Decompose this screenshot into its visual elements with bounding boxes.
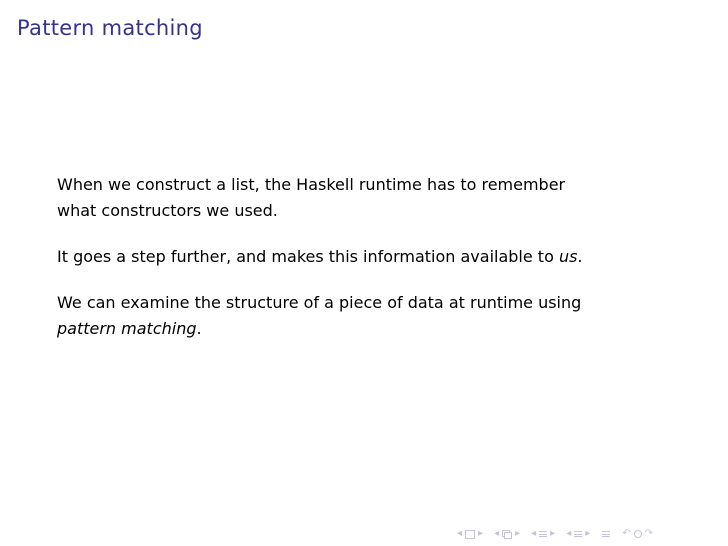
next-subsection-arrow-icon[interactable]: ▸ [515,528,521,539]
nav-document-group [565,527,591,541]
prev-frame-arrow-icon[interactable]: ◂ [457,528,463,539]
frame-icon[interactable] [465,530,475,539]
paragraph-2-text: It goes a step further, and makes this information available to [57,247,559,266]
back-icon[interactable]: ↶ [622,528,631,539]
paragraph-3 [57,290,697,342]
paragraph-2 [57,244,697,270]
prev-document-arrow-icon[interactable]: ◂ [566,528,572,539]
nav-search-group [621,527,654,541]
paragraph-2-suffix: . [577,247,583,266]
paragraph-1-line-2: what constructors we used. [57,201,278,220]
next-document-arrow-icon[interactable]: ▸ [585,528,591,539]
next-frame-arrow-icon[interactable]: ▸ [478,528,484,539]
beamer-navigation-bar [456,527,654,541]
nav-appendix-group [600,530,612,538]
prev-section-arrow-icon[interactable]: ◂ [531,528,537,539]
subsection-icon[interactable] [502,530,512,539]
paragraph-3-suffix: . [196,319,202,338]
slide-title: Pattern matching [17,16,203,40]
paragraph-3-emphasis: pattern matching [57,319,197,338]
document-section-lines-icon[interactable] [574,530,582,538]
forward-icon[interactable]: ↷ [644,528,654,539]
prev-subsection-arrow-icon[interactable]: ◂ [494,528,500,539]
paragraph-2-emphasis: us [558,247,578,266]
nav-frame-group [456,527,484,541]
next-section-arrow-icon[interactable]: ▸ [550,528,556,539]
appendix-lines-icon[interactable] [602,530,610,538]
nav-subsection-group [493,527,521,541]
slide-content [57,172,697,362]
paragraph-3-line-1: We can examine the structure of a piece of data at runtime using [57,293,582,312]
nav-section-group [530,527,556,541]
section-icon[interactable] [539,530,547,538]
paragraph-1 [57,172,697,224]
paragraph-1-line-1: When we construct a list, the Haskell runtime has to remember [57,175,566,194]
search-icon[interactable] [634,530,642,538]
